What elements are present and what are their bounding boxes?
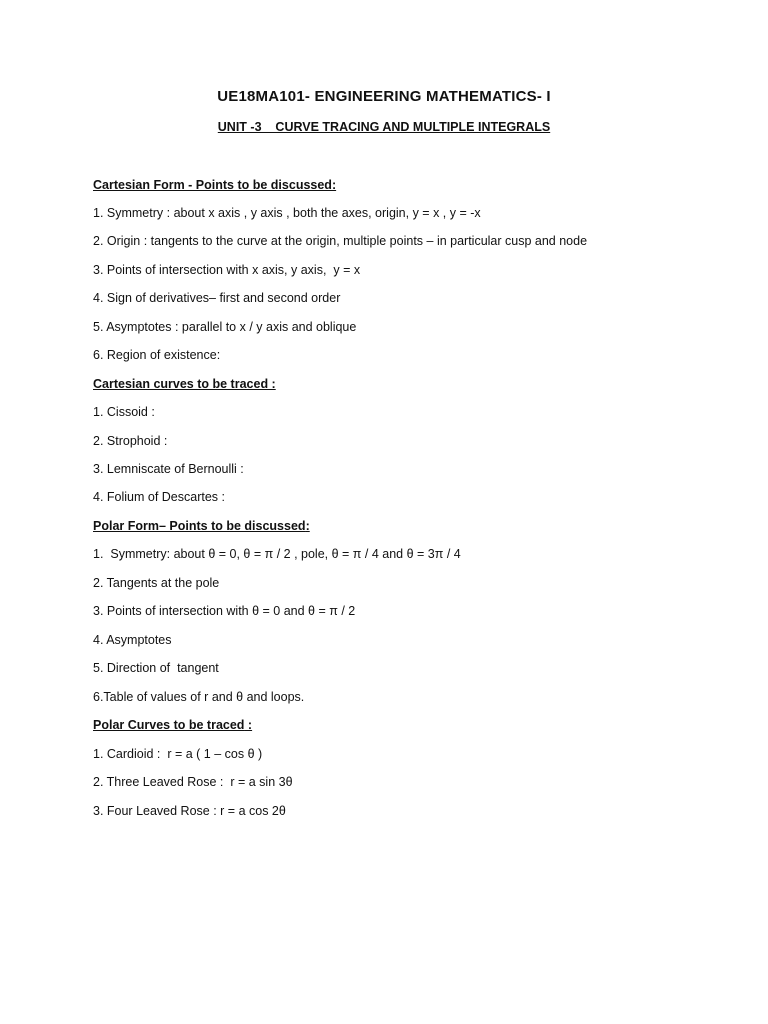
polar-point-5: 5. Direction of tangent bbox=[93, 661, 219, 675]
cartesian-point-5: 5. Asymptotes : parallel to x / y axis and oblique bbox=[93, 320, 357, 334]
cartesian-curve-3: 3. Lemniscate of Bernoulli : bbox=[93, 462, 244, 476]
cartesian-point-6: 6. Region of existence: bbox=[93, 348, 221, 362]
cartesian-curves-heading: Cartesian curves to be traced : bbox=[93, 377, 276, 391]
cartesian-curve-4: 4. Folium of Descartes : bbox=[93, 490, 225, 504]
document-subtitle: UNIT -3 CURVE TRACING AND MULTIPLE INTEGRALS bbox=[217, 120, 551, 134]
document-title: UE18MA101- ENGINEERING MATHEMATICS- I bbox=[217, 88, 551, 105]
polar-curve-3: 3. Four Leaved Rose : r = a cos 2θ bbox=[93, 804, 286, 818]
polar-curves-heading-text: Polar Curves to be traced bbox=[93, 718, 245, 732]
cartesian-point-4: 4. Sign of derivatives– first and second order bbox=[93, 291, 341, 305]
polar-curve-1: 1. Cardioid : r = a ( 1 – cos θ ) bbox=[93, 747, 263, 761]
polar-points-heading-colon: : bbox=[305, 519, 310, 533]
cartesian-point-3: 3. Points of intersection with x axis, y axis, y = x bbox=[93, 263, 361, 277]
polar-point-4: 4. Asymptotes bbox=[93, 633, 172, 647]
polar-points-heading-text: Polar Form– Points to be discussed bbox=[93, 519, 306, 533]
cartesian-points-heading: Cartesian Form - Points to be discussed: bbox=[93, 178, 337, 192]
polar-point-2: 2. Tangents at the pole bbox=[93, 576, 220, 590]
polar-point-1: 1. Symmetry: about θ = 0, θ = π / 2 , pole, θ = π / 4 and θ = 3π / 4 bbox=[93, 547, 461, 561]
cartesian-point-1: 1. Symmetry : about x axis , y axis , both the axes, origin, y = x , y = -x bbox=[93, 206, 481, 220]
cartesian-curve-2: 2. Strophoid : bbox=[93, 434, 168, 448]
polar-points-heading bbox=[93, 518, 310, 534]
polar-point-3: 3. Points of intersection with θ = 0 and θ = π / 2 bbox=[93, 604, 356, 618]
cartesian-curve-1: 1. Cissoid : bbox=[93, 405, 155, 419]
polar-curve-2: 2. Three Leaved Rose : r = a sin 3θ bbox=[93, 775, 293, 789]
polar-point-6: 6.Table of values of r and θ and loops. bbox=[93, 690, 305, 704]
cartesian-point-2: 2. Origin : tangents to the curve at the origin, multiple points – in particular cusp and node bbox=[93, 234, 588, 248]
polar-curves-heading bbox=[93, 717, 252, 733]
polar-curves-heading-colon: : bbox=[244, 718, 253, 732]
